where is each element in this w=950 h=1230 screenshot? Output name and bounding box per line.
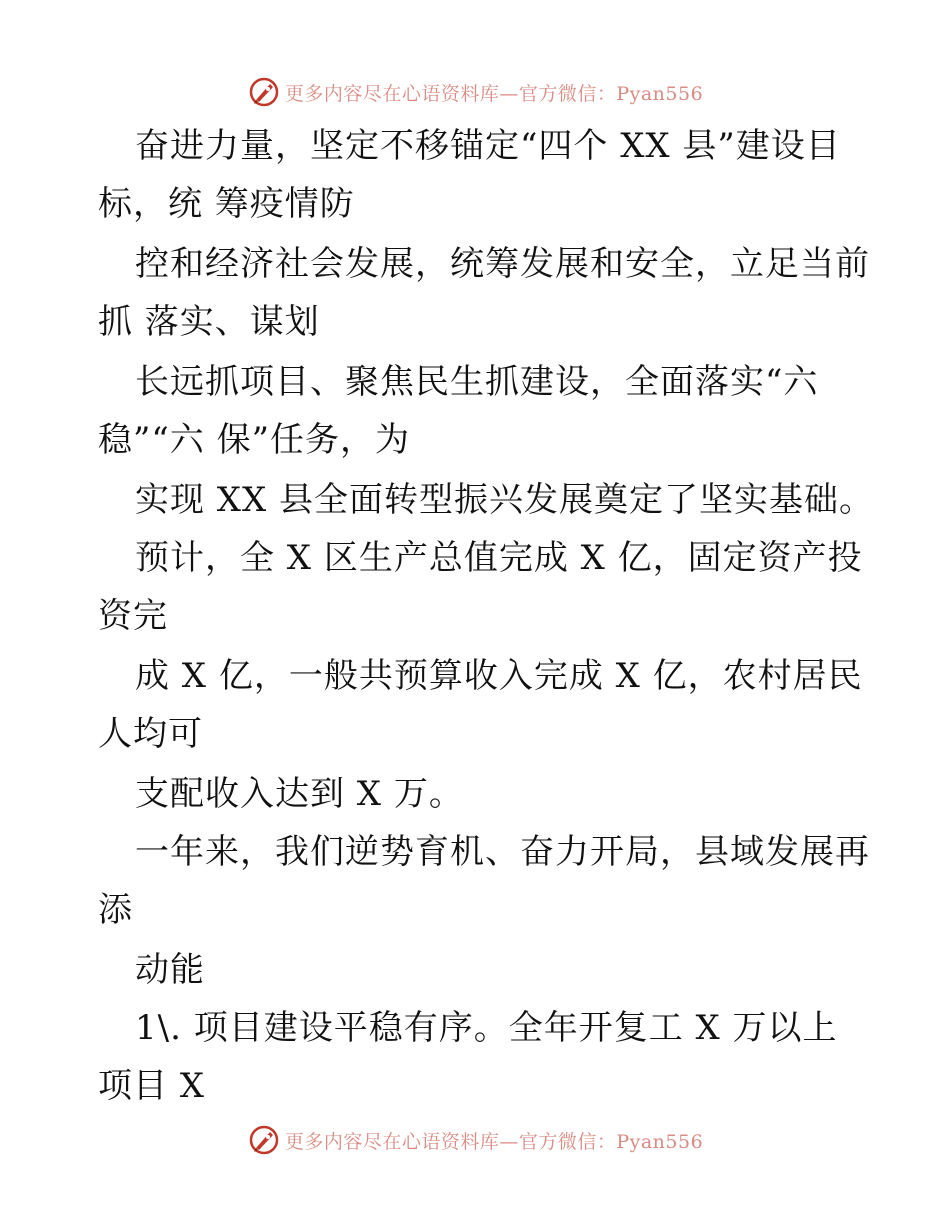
footer-watermark	[0, 1120, 950, 1160]
text-line: 标，统 筹疫情防	[98, 184, 355, 224]
watermark-text: 更多内容尽在心语资料库—官方微信：Pyan556	[284, 82, 704, 105]
text-line: 项目 X	[98, 1066, 206, 1106]
text-line: 奋进力量，坚定不移锚定“四个 XX 县”建设目	[135, 126, 841, 166]
text-line: 支配收入达到 X 万。	[135, 774, 464, 814]
header-watermark	[0, 72, 950, 112]
text-line: 控和经济社会发展，统筹发展和安全，立足当前	[135, 244, 870, 284]
quill-pen-logo-icon	[247, 75, 281, 109]
text-line: 成 X 亿，一般共预算收入完成 X 亿，农村居民	[135, 656, 863, 696]
quill-pen-logo-icon	[247, 1123, 281, 1157]
text-line: 预计，全 X 区生产总值完成 X 亿，固定资产投	[135, 538, 863, 578]
text-line: 长远抓项目、聚焦民生抓建设，全面落实“六	[135, 362, 819, 402]
text-line: 添	[98, 890, 133, 930]
text-line: 实现 XX 县全面转型振兴发展奠定了坚实基础。	[135, 480, 875, 520]
watermark-text: 更多内容尽在心语资料库—官方微信：Pyan556	[284, 1130, 704, 1153]
text-line: 人均可	[98, 714, 203, 754]
text-line: 资完	[98, 596, 168, 636]
text-line: 1\. 项目建设平稳有序。全年开复工 X 万以上	[135, 1008, 838, 1048]
text-line: 稳”“六 保”任务，为	[98, 420, 410, 460]
text-line: 抓 落实、谋划	[98, 302, 320, 342]
text-line: 一年来，我们逆势育机、奋力开局，县域发展再	[135, 832, 870, 872]
text-line: 动能	[135, 950, 205, 990]
